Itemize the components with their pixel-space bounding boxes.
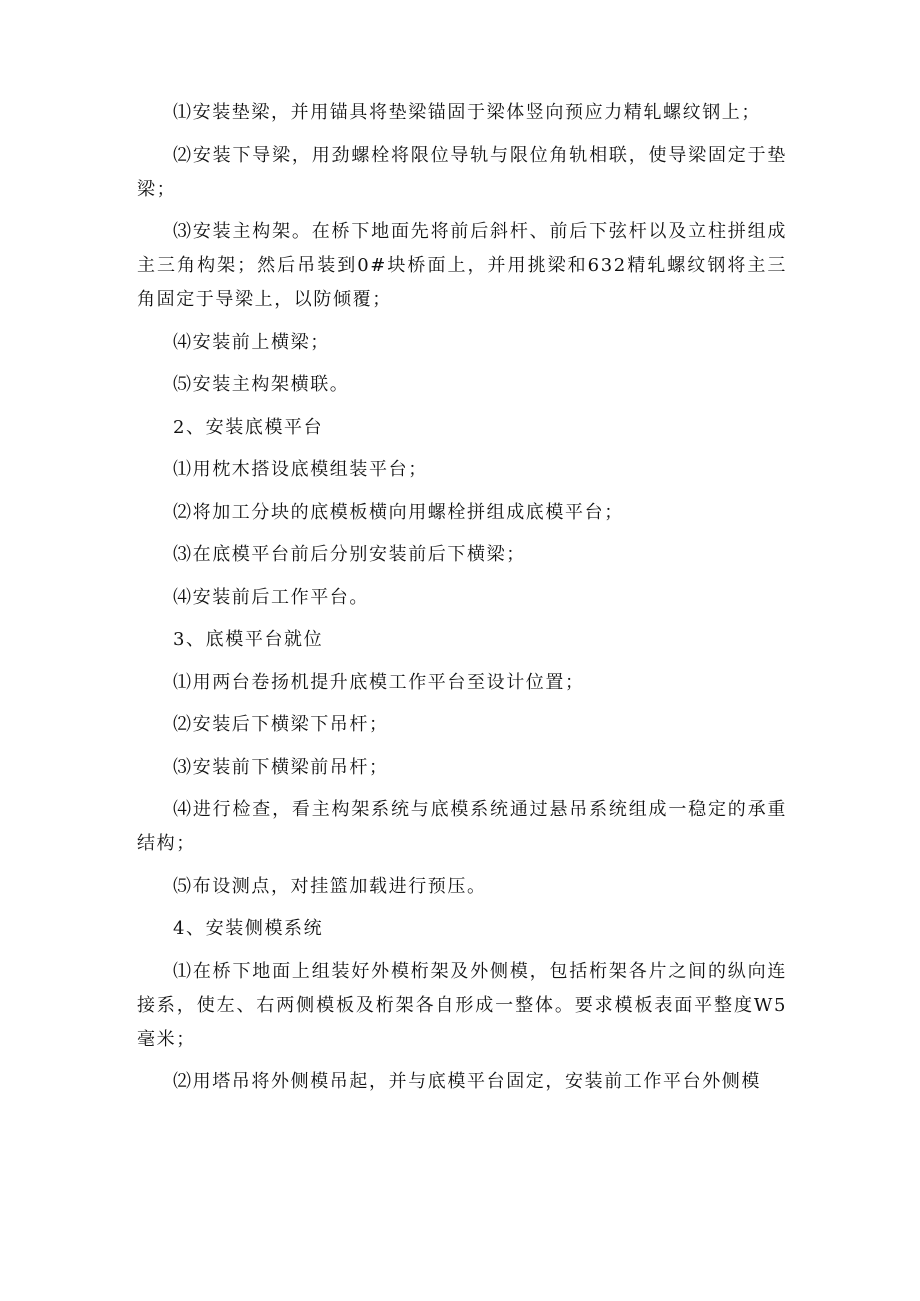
paragraph-sleeper-platform: ⑴用枕木搭设底模组装平台；	[173, 459, 428, 480]
paragraph-hoist-outer-forms: ⑵用塔吊将外侧模吊起，并与底模平台固定，安装前工作平台外侧模	[173, 1071, 761, 1092]
paragraph-install-frame-bracing: ⑸安装主构架横联。	[173, 374, 350, 395]
paragraph-rear-hanger: ⑵安装后下横梁下吊杆；	[173, 714, 389, 735]
paragraph-front-hanger: ⑶安装前下横梁前吊杆；	[173, 756, 389, 778]
section-heading-side-forms: 4、安装侧模系统	[173, 918, 324, 939]
section-heading-bottom-platform: 2、安装底模平台	[173, 416, 324, 438]
section-heading-platform-positioning: 3、底模平台就位	[173, 629, 324, 650]
paragraph-install-lower-guide-beam: ⑵安装下导梁，用劲螺栓将限位导轨与限位角轨相联，使导梁固定于垫梁；	[137, 144, 787, 200]
paragraph-assemble-bottom-platform: ⑵将加工分块的底模板横向用螺栓拼组成底模平台；	[173, 501, 624, 523]
paragraph-assemble-outer-forms: ⑴在桥下地面上组装好外模桁架及外侧模，包括桁架各片之间的纵向连接系，使左、右两侧模板及桁架各自形成一整体。要求模板表面平整度W5毫米；	[137, 960, 787, 1050]
paragraph-preload: ⑸布设测点，对挂篮加载进行预压。	[173, 875, 487, 897]
paragraph-install-pad-beam: ⑴安装垫梁，并用锚具将垫梁锚固于梁体竖向预应力精轧螺纹钢上；	[173, 102, 761, 123]
paragraph-inspection: ⑷进行检查，看主构架系统与底模系统通过悬吊系统组成一稳定的承重结构；	[137, 799, 787, 854]
paragraph-install-front-upper-beam: ⑷安装前上横梁；	[173, 331, 330, 353]
paragraph-winch-lift: ⑴用两台卷扬机提升底模工作平台至设计位置；	[173, 671, 585, 693]
paragraph-install-lower-cross-beams: ⑶在底模平台前后分别安装前后下横梁；	[173, 544, 526, 565]
paragraph-install-main-frame: ⑶安装主构架。在桥下地面先将前后斜杆、前后下弦杆以及立柱拼组成主三角构架；然后吊装到0#块桥面上，并用挑梁和632精轧螺纹钢将主三角固定于导梁上，以防倾覆；	[137, 221, 787, 310]
document-body	[137, 96, 787, 1108]
paragraph-install-work-platforms: ⑷安装前后工作平台。	[173, 586, 369, 608]
